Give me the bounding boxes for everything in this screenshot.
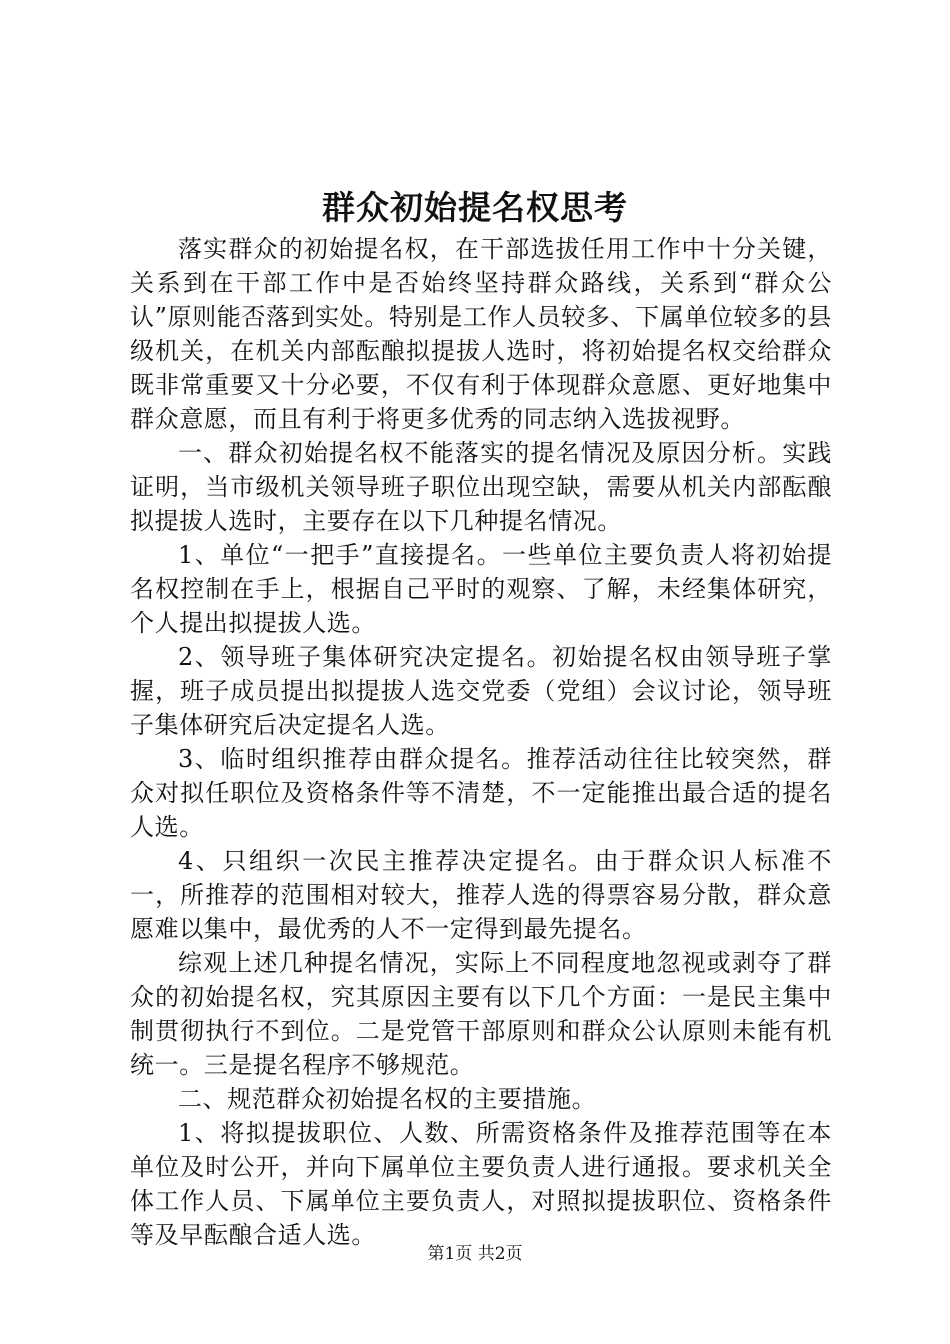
body-paragraph: 一、群众初始提名权不能落实的提名情况及原因分析。实践证明，当市级机关领导班子职位出现空缺，需要从机关内部酝酿拟提拔人选时，主要存在以下几种提名情况。 (130, 439, 832, 535)
document-title: 群众初始提名权思考 (322, 188, 628, 227)
body-paragraph: 4、只组织一次民主推荐决定提名。由于群众识人标准不一，所推荐的范围相对较大，推荐人选的得票容易分散，群众意愿难以集中，最优秀的人不一定得到最先提名。 (130, 847, 832, 943)
body-paragraph: 二、规范群众初始提名权的主要措施。 (178, 1085, 597, 1113)
body-paragraph: 1、单位“一把手”直接提名。一些单位主要负责人将初始提名权控制在手上，根据自己平时的观察、了解，未经集体研究，个人提出拟提拔人选。 (130, 541, 832, 637)
body-paragraph: 落实群众的初始提名权，在干部选拔任用工作中十分关键，关系到在干部工作中是否始终坚持群众路线，关系到“群众公认”原则能否落到实处。特别是工作人员较多、下属单位较多的县级机关，在机关内部酝酿拟提拔人选时，将初始提名权交给群众既非常重要又十分必要，不仅有利于体现群众意愿、更好地集中群众意愿，而且有利于将更多优秀的同志纳入选拔视野。 (130, 235, 832, 433)
page-footer: 第1页 共2页 (427, 1244, 523, 1264)
body-paragraph: 2、领导班子集体研究决定提名。初始提名权由领导班子掌握，班子成员提出拟提拔人选交党委（党组）会议讨论，领导班子集体研究后决定提名人选。 (130, 643, 832, 739)
body-paragraph: 1、将拟提拔职位、人数、所需资格条件及推荐范围等在本单位及时公开，并向下属单位主要负责人进行通报。要求机关全体工作人员、下属单位主要负责人，对照拟提拔职位、资格条件等及早酝酿合适人选。 (130, 1119, 832, 1249)
body-paragraph: 3、临时组织推荐由群众提名。推荐活动往往比较突然，群众对拟任职位及资格条件等不清楚，不一定能推出最合适的提名人选。 (130, 745, 832, 841)
document-body (130, 232, 832, 1252)
body-paragraph: 综观上述几种提名情况，实际上不同程度地忽视或剥夺了群众的初始提名权，究其原因主要有以下几个方面：一是民主集中制贯彻执行不到位。二是党管干部原则和群众公认原则未能有机统一。三是提名程序不够规范。 (130, 949, 832, 1079)
